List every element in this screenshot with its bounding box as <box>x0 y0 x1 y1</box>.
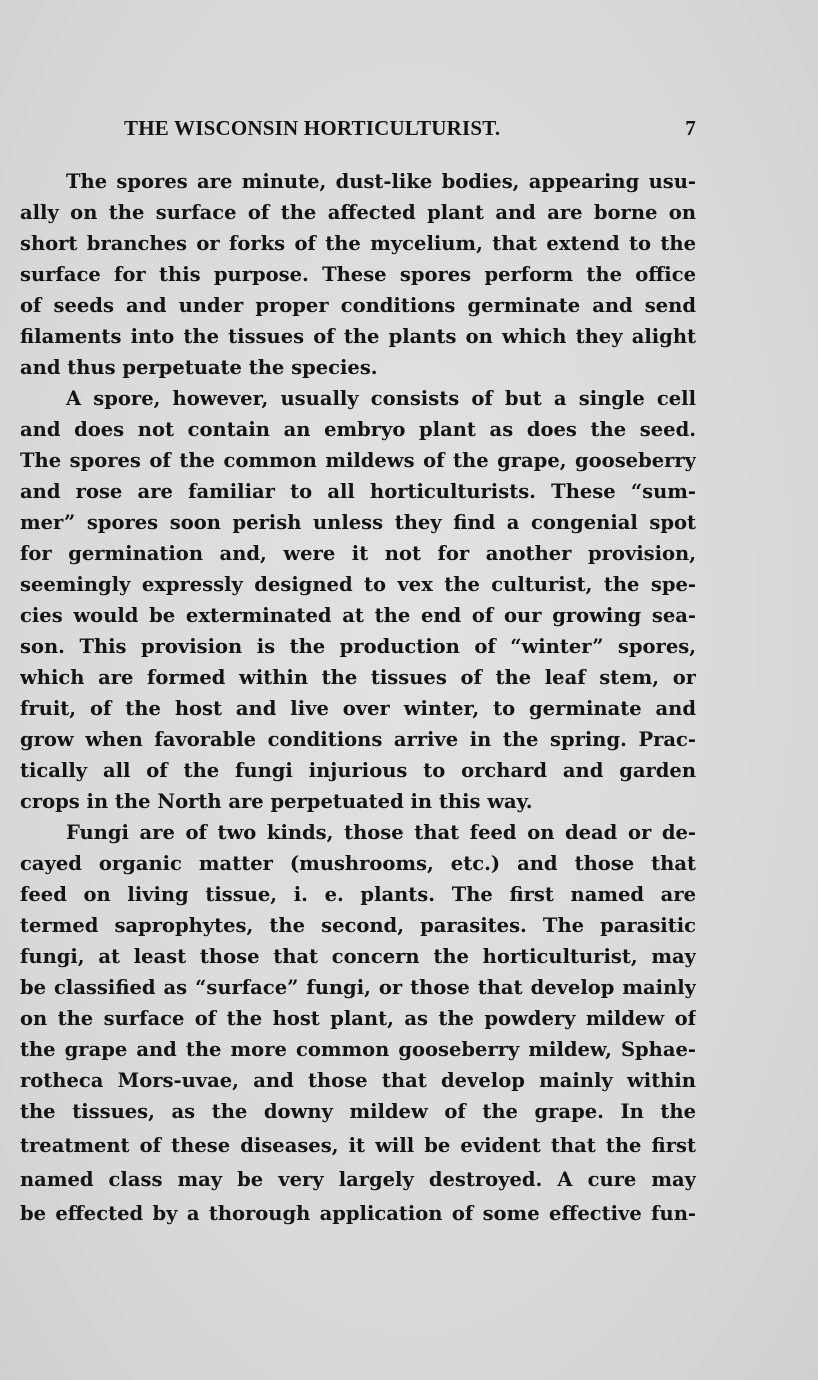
text-line: Fungi are of two kinds, those that feed on dead or de- <box>66 821 696 844</box>
running-title: THE WISCONSIN HORTICULTURIST. <box>124 116 501 140</box>
text-line: The spores are minute, dust-like bodies, appearing usu- <box>66 170 696 193</box>
body-text <box>20 166 696 1229</box>
text-line: seemingly expressly designed to vex the culturist, the spe- <box>20 573 696 596</box>
text-line: filaments into the tissues of the plants on which they alight <box>20 325 696 348</box>
text-line: and does not contain an embryo plant as does the seed. <box>20 418 696 441</box>
text-line: cies would be exterminated at the end of our growing sea- <box>20 604 696 627</box>
text-line: crops in the North are perpetuated in this way. <box>20 790 533 813</box>
text-line: the grape and the more common gooseberry mildew, Sphae- <box>20 1038 696 1061</box>
text-line: of seeds and under proper conditions germinate and send <box>20 294 696 317</box>
text-line: cayed organic matter (mushrooms, etc.) and those that <box>20 852 696 875</box>
text-line: son. This provision is the production of “winter” spores, <box>20 635 696 658</box>
text-line: mer” spores soon perish unless they find a congenial spot <box>20 511 696 534</box>
text-line: fruit, of the host and live over winter, to germinate and <box>20 697 696 720</box>
text-line: be effected by a thorough application of some effective fun- <box>20 1202 696 1225</box>
text-line: short branches or forks of the mycelium, that extend to the <box>20 232 696 255</box>
text-line: for germination and, were it not for another provision, <box>20 542 696 565</box>
text-line: tically all of the fungi injurious to orchard and garden <box>20 759 696 782</box>
running-head <box>20 116 696 144</box>
text-line: ally on the surface of the affected plant and are borne on <box>20 201 696 224</box>
text-line: surface for this purpose. These spores perform the office <box>20 263 696 286</box>
text-line: on the surface of the host plant, as the powdery mildew of <box>20 1007 696 1030</box>
text-line: The spores of the common mildews of the grape, gooseberry <box>20 449 696 472</box>
text-line: the tissues, as the downy mildew of the grape. In the <box>20 1100 696 1123</box>
text-line: and rose are familiar to all horticulturists. These “sum- <box>20 480 696 503</box>
text-line: termed saprophytes, the second, parasites. The parasitic <box>20 914 696 937</box>
text-line: be classified as “surface” fungi, or those that develop mainly <box>20 976 696 999</box>
text-line: which are formed within the tissues of the leaf stem, or <box>20 666 696 689</box>
text-line: A spore, however, usually consists of but a single cell <box>66 387 696 410</box>
text-line: treatment of these diseases, it will be evident that the first <box>20 1134 696 1157</box>
text-line: fungi, at least those that concern the horticulturist, may <box>20 945 696 968</box>
text-line: rotheca Mors-uvae, and those that develop mainly within <box>20 1069 696 1092</box>
page-number: 7 <box>685 116 696 140</box>
text-line: and thus perpetuate the species. <box>20 356 378 379</box>
text-line: feed on living tissue, i. e. plants. The first named are <box>20 883 696 906</box>
text-line: named class may be very largely destroyed. A cure may <box>20 1168 696 1191</box>
text-line: grow when favorable conditions arrive in the spring. Prac- <box>20 728 696 751</box>
